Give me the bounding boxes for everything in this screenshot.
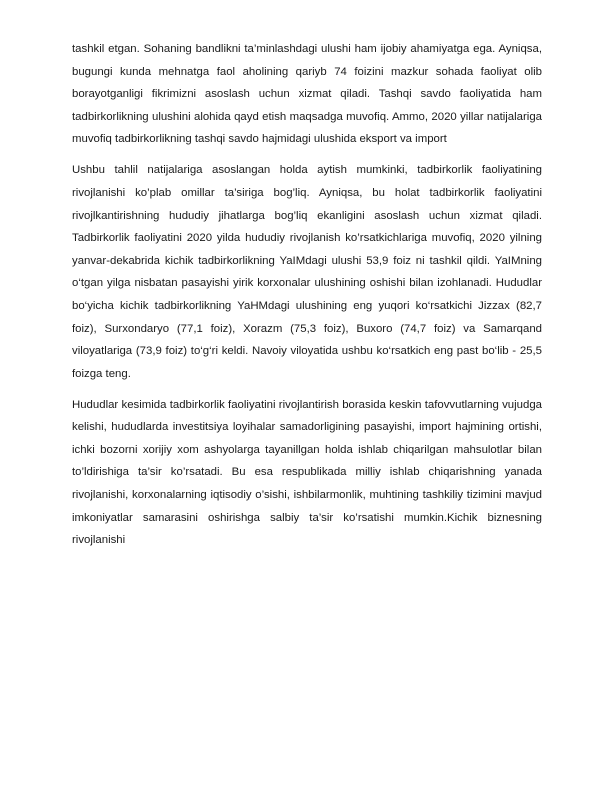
paragraph-1: tashkil etgan. Sohaning bandlikni ta’minlashdagi ulushi ham ijobiy ahamiyatga ega. Ayniqsa, bugungi kunda mehnatga faol aholining qariyb 74 foizini mazkur sohada faoliyat olib borayotganligi fikrimizni asoslash uchun xizmat qiladi. Tashqi savdo faoliyatida ham tadbirkorlikning ulushini alohida qayd etish maqsadga muvofiq. Ammo, 2020 yillar natijalariga muvofiq tadbirkorlikning tashqi savdo hajmidagi ulushida eksport va import: [72, 43, 542, 146]
paragraph-2: Ushbu tahlil natijalariga asoslangan holda aytish mumkinki, tadbirkorlik faoliyatining rivojlanishi ko’plab omillar ta’siriga bog’liq. Ayniqsa, bu holat tadbirkorlik faoliyatini rivojlkantirishning hududiy jihatlarga bog’liq ekanligini asoslash uchun xizmat qiladi. Tadbirkorlik faoliyatini 2020 yilda hududiy rivojlanish ko’rsatkichlariga muvofiq, 2020 yilning yanvar-dekabrida kichik tadbirkorlikning YaIMdagi ulushi 53,9 foiz ni tashkil qildi. YaIMning o‘tgan yilga nisbatan pasayishi yirik korxonalar ulushining oshishi bilan izohlanadi. Hududlar bo‘yicha kichik tadbirkorlikning YaHMdagi ulushining eng yuqori ko‘rsatkichi Jizzax (82,7 foiz), Surxondaryo (77,1 foiz), Xorazm (75,3 foiz), Buxoro (74,7 foiz) va Samarqand viloyatlariga (73,9 foiz) to‘g‘ri keldi. Navoiy viloyatida ushbu ko‘rsatkich eng past bo‘lib - 25,5 foizga teng.: [72, 164, 542, 380]
document-body: [72, 38, 542, 552]
paragraph-3: Hududlar kesimida tadbirkorlik faoliyatini rivojlantirish borasida keskin tafovvutlarning vujudga kelishi, hududlarda investitsiya loyihalar samadorligining pasayishi, import hajmining ortishi, ichki bozorni xorijiy xom ashyolarga tayanillgan holda ishlab chiqarilgan mahsulotlar bilan to’ldirishiga ta’sir ko’rsatadi. Bu esa respublikada milliy ishlab chiqarishning yanada rivojlanishi, korxonalarning iqtisodiy o’sishi, ishbilarmonlik, muhtining tashkiliy tizimini mavjud imkoniyatlar samarasini oshirishga salbiy ta’sir ko’rsatishi mumkin.Kichik biznesning rivojlanishi: [72, 398, 542, 547]
